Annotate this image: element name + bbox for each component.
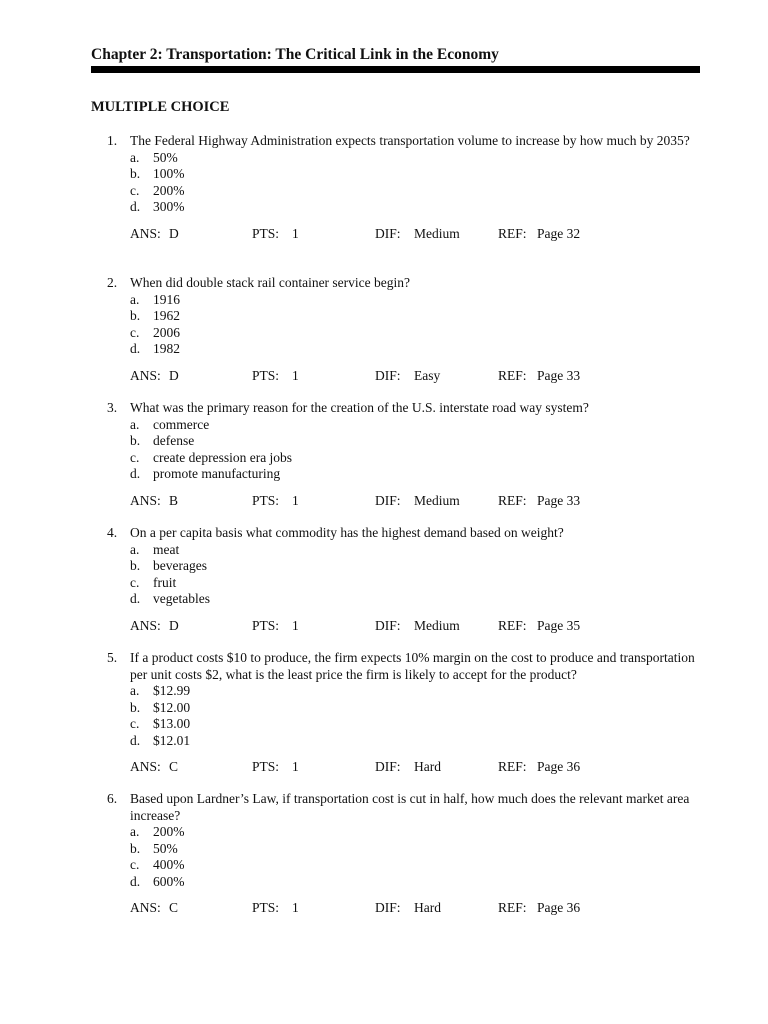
choice-letter: c. xyxy=(130,324,140,340)
question-text: If a product costs $10 to produce, the firm expects 10% margin on the cost to produce and transportation per unit costs $2, what is the least price the firm is likely to accept for the product? xyxy=(130,650,695,682)
answer-choice xyxy=(130,166,697,183)
dif-label: DIF: xyxy=(375,225,401,241)
dif-value: Medium xyxy=(414,492,460,508)
choice-letter: b. xyxy=(130,840,141,856)
choice-text: 100% xyxy=(153,166,185,181)
question-stem xyxy=(107,275,697,292)
answer-choice xyxy=(130,308,697,325)
choice-text: 200% xyxy=(153,182,185,198)
ref-value: Page 35 xyxy=(537,617,581,633)
choice-letter: b. xyxy=(130,558,141,573)
choice-letter: d. xyxy=(130,341,141,356)
choice-text: 600% xyxy=(153,873,185,889)
choice-text: 300% xyxy=(153,199,185,214)
choice-letter: d. xyxy=(130,732,141,748)
question-number: 1. xyxy=(107,133,118,148)
question-text: On a per capita basis what commodity has the highest demand based on weight? xyxy=(130,525,564,540)
choice-text: 1982 xyxy=(153,341,180,356)
answer-choice xyxy=(130,199,697,216)
pts-value: 1 xyxy=(292,225,299,241)
choice-letter: d. xyxy=(130,873,141,889)
choice-text: $12.01 xyxy=(153,732,191,748)
answer-key-row xyxy=(107,900,697,917)
choice-letter: a. xyxy=(130,824,140,839)
ref-label: REF: xyxy=(498,492,527,508)
section-heading: MULTIPLE CHOICE xyxy=(91,99,230,115)
choice-letter: a. xyxy=(130,541,140,557)
ref-value: Page 33 xyxy=(537,492,581,508)
answer-choice xyxy=(130,841,697,858)
answer-choice xyxy=(130,325,697,342)
question-number: 3. xyxy=(107,400,118,415)
question-1 xyxy=(107,133,697,243)
question-2 xyxy=(107,275,697,385)
ref-value: Page 36 xyxy=(537,759,581,774)
dif-value: Medium xyxy=(414,617,460,633)
answer-key-row xyxy=(107,759,697,776)
choice-text: 1962 xyxy=(153,308,180,323)
choice-text: 400% xyxy=(153,857,185,872)
choice-text: promote manufacturing xyxy=(153,466,281,481)
dif-label: DIF: xyxy=(375,617,401,633)
question-number: 4. xyxy=(107,525,118,540)
choice-text: fruit xyxy=(153,574,177,590)
answer-key-row xyxy=(107,226,697,243)
pts-label: PTS: xyxy=(252,900,280,915)
question-text: What was the primary reason for the creation of the U.S. interstate road way system? xyxy=(130,400,589,415)
choice-text: meat xyxy=(153,541,180,557)
answer-choice xyxy=(130,466,697,483)
choice-letter: b. xyxy=(130,433,141,448)
choice-letter: c. xyxy=(130,574,140,590)
question-text: Based upon Lardner’s Law, if transportation cost is cut in half, how much does the relevant market area increase? xyxy=(130,791,690,823)
choice-letter: d. xyxy=(130,591,141,606)
ans-label: ANS: xyxy=(130,900,161,915)
choice-letter: a. xyxy=(130,291,140,307)
answer-choice xyxy=(130,733,697,750)
answer-choice xyxy=(130,542,697,559)
ref-label: REF: xyxy=(498,225,527,241)
ref-value: Page 33 xyxy=(537,367,581,383)
choice-letter: d. xyxy=(130,199,141,214)
choice-letter: c. xyxy=(130,716,140,731)
ans-label: ANS: xyxy=(130,492,161,508)
answer-key-row xyxy=(107,368,697,385)
pts-label: PTS: xyxy=(252,492,280,508)
choice-text: 1916 xyxy=(153,291,180,307)
question-stem xyxy=(107,650,697,683)
answer-choice xyxy=(130,857,697,874)
ref-label: REF: xyxy=(498,617,527,633)
choice-letter: d. xyxy=(130,466,141,481)
answer-choice xyxy=(130,433,697,450)
choice-text: beverages xyxy=(153,558,207,573)
answer-key-row xyxy=(107,618,697,635)
pts-value: 1 xyxy=(292,367,299,383)
question-text: When did double stack rail container service begin? xyxy=(130,275,411,290)
choice-text: create depression era jobs xyxy=(153,449,293,465)
choice-letter: a. xyxy=(130,149,140,165)
ans-label: ANS: xyxy=(130,759,161,774)
ans-value: D xyxy=(169,225,179,241)
choice-text: $13.00 xyxy=(153,716,191,731)
answer-choice xyxy=(130,450,697,467)
pts-label: PTS: xyxy=(252,617,280,633)
ans-value: B xyxy=(169,492,179,508)
choice-letter: b. xyxy=(130,308,141,323)
choice-text: 200% xyxy=(153,824,185,839)
choice-text: $12.00 xyxy=(153,699,191,715)
choice-letter: b. xyxy=(130,699,141,715)
question-5 xyxy=(107,650,697,776)
question-text: The Federal Highway Administration expects transportation volume to increase by how much by 2035? xyxy=(130,133,690,148)
question-4 xyxy=(107,525,697,635)
ans-value: D xyxy=(169,367,179,383)
answer-choice xyxy=(130,575,697,592)
pts-value: 1 xyxy=(292,900,299,915)
answer-key-row xyxy=(107,493,697,510)
question-number: 6. xyxy=(107,791,118,806)
choice-text: 50% xyxy=(153,840,178,856)
ans-label: ANS: xyxy=(130,225,161,241)
pts-value: 1 xyxy=(292,617,299,633)
answer-choice xyxy=(130,417,697,434)
answer-choice xyxy=(130,824,697,841)
choice-text: vegetables xyxy=(153,591,210,606)
question-number: 5. xyxy=(107,650,118,665)
question-stem xyxy=(107,791,697,824)
dif-value: Medium xyxy=(414,225,460,241)
answer-choice xyxy=(130,700,697,717)
question-number: 2. xyxy=(107,275,118,290)
question-stem xyxy=(107,133,697,150)
choice-text: 2006 xyxy=(153,324,180,340)
ans-label: ANS: xyxy=(130,367,161,383)
pts-value: 1 xyxy=(292,759,299,774)
page-title: Chapter 2: Transportation: The Critical Link in the Economy xyxy=(91,46,499,63)
question-3 xyxy=(107,400,697,510)
choice-letter: a. xyxy=(130,683,140,698)
dif-value: Hard xyxy=(414,759,441,774)
answer-choice xyxy=(130,292,697,309)
question-stem xyxy=(107,400,697,417)
answer-choice xyxy=(130,874,697,891)
choice-text: defense xyxy=(153,433,195,448)
dif-value: Hard xyxy=(414,900,441,915)
answer-choice xyxy=(130,716,697,733)
ans-label: ANS: xyxy=(130,617,161,633)
answer-choice xyxy=(130,183,697,200)
choice-letter: c. xyxy=(130,449,140,465)
answer-choice xyxy=(130,558,697,575)
dif-label: DIF: xyxy=(375,900,401,915)
ans-value: C xyxy=(169,759,179,774)
choice-text: 50% xyxy=(153,149,178,165)
ref-value: Page 36 xyxy=(537,900,581,915)
question-6 xyxy=(107,791,697,917)
answer-choice xyxy=(130,591,697,608)
dif-label: DIF: xyxy=(375,492,401,508)
title-rule xyxy=(91,66,700,73)
question-stem xyxy=(107,525,697,542)
choice-letter: a. xyxy=(130,416,140,432)
pts-label: PTS: xyxy=(252,225,280,241)
ans-value: D xyxy=(169,617,179,633)
ref-label: REF: xyxy=(498,759,527,774)
choice-letter: c. xyxy=(130,857,140,872)
answer-choice xyxy=(130,341,697,358)
pts-label: PTS: xyxy=(252,759,280,774)
answer-choice xyxy=(130,683,697,700)
ref-label: REF: xyxy=(498,367,527,383)
ref-value: Page 32 xyxy=(537,225,581,241)
ref-label: REF: xyxy=(498,900,527,915)
choice-letter: b. xyxy=(130,166,141,181)
dif-label: DIF: xyxy=(375,759,401,774)
choice-text: $12.99 xyxy=(153,683,191,698)
ans-value: C xyxy=(169,900,179,915)
dif-label: DIF: xyxy=(375,367,401,383)
dif-value: Easy xyxy=(414,367,441,383)
answer-choice xyxy=(130,150,697,167)
pts-label: PTS: xyxy=(252,367,280,383)
choice-text: commerce xyxy=(153,416,210,432)
choice-letter: c. xyxy=(130,182,140,198)
pts-value: 1 xyxy=(292,492,299,508)
